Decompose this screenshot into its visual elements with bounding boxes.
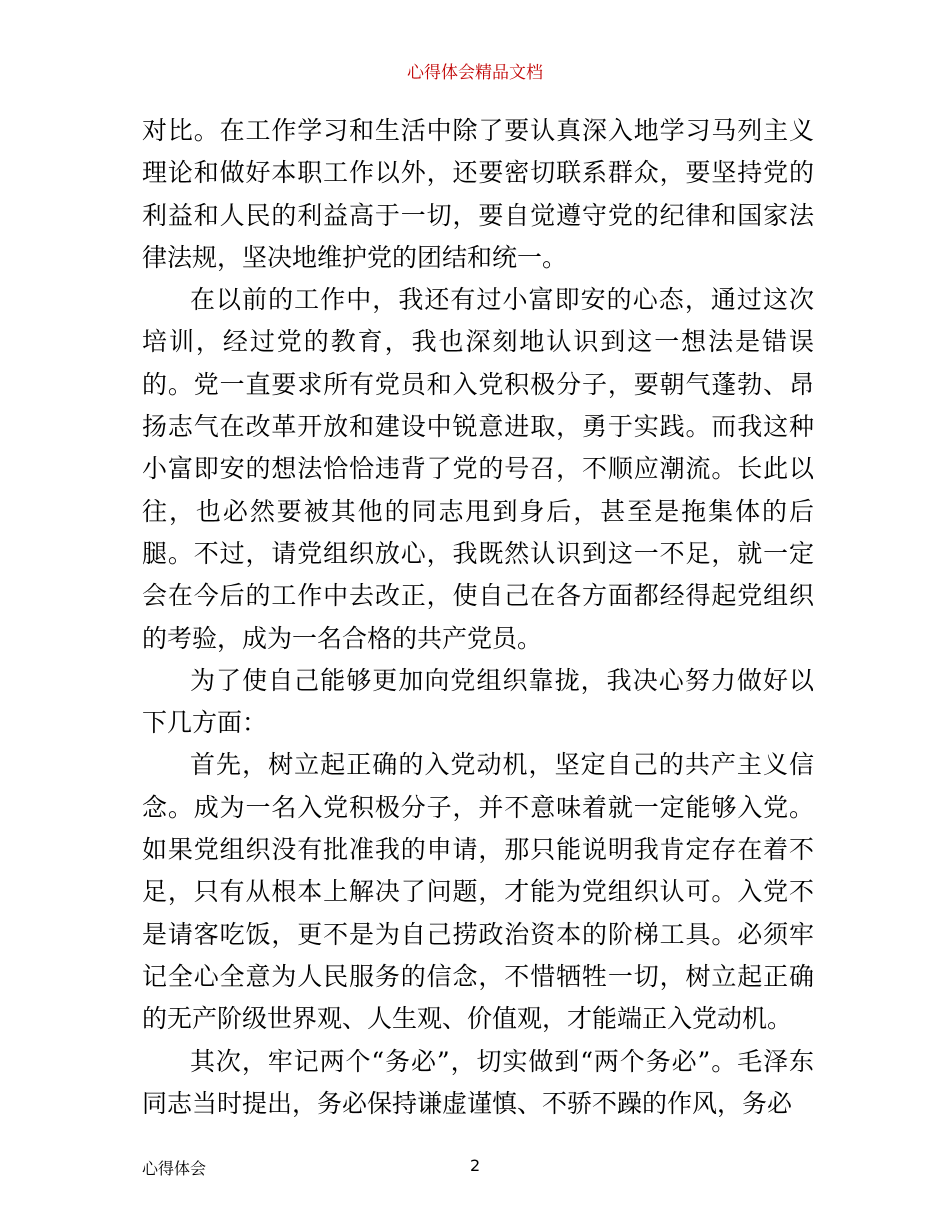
document-body	[142, 110, 814, 1125]
paragraph-1: 对比。在工作学习和生活中除了要认真深入地学习马列主义理论和做好本职工作以外，还要密切联系群众，要坚持党的利益和人民的利益高于一切，要自觉遵守党的纪律和国家法律法规，坚决地维护党的团结和统一。	[142, 116, 814, 272]
paragraph-5: 其次，牢记两个“务必”，切实做到“两个务必”。毛泽东同志当时提出，务必保持谦虚谨慎、不骄不躁的作风，务必	[142, 1046, 814, 1118]
page-number: 2	[470, 1156, 481, 1175]
page-header-title: 心得体会精品文档	[407, 63, 543, 83]
paragraph-4: 首先，树立起正确的入党动机，坚定自己的共产主义信念。成为一名入党积极分子，并不意味着就一定能够入党。如果党组织没有批准我的申请，那只能说明我肯定存在着不足，只有从根本上解决了问题，才能为党组织认可。入党不是请客吃饭，更不是为自己捞政治资本的阶梯工具。必须牢记全心全意为人民服务的信念，不惜牺牲一切，树立起正确的无产阶级世界观、人生观、价值观，才能端正入党动机。	[142, 750, 814, 1034]
paragraph-3: 为了使自己能够更加向党组织靠拢，我决心努力做好以下几方面：	[142, 665, 814, 738]
footer-label: 心得体会	[142, 1159, 207, 1178]
paragraph-2: 在以前的工作中，我还有过小富即安的心态，通过这次培训，经过党的教育，我也深刻地认识到这一想法是错误的。党一直要求所有党员和入党积极分子，要朝气蓬勃、昂扬志气在改革开放和建设中锐意进取，勇于实践。而我这种小富即安的想法恰恰违背了党的号召，不顺应潮流。长此以往，也必然要被其他的同志甩到身后，甚至是拖集体的后腿。不过，请党组织放心，我既然认识到这一不足，就一定会在今后的工作中去改正，使自己在各方面都经得起党组织的考验，成为一名合格的共产党员。	[142, 285, 814, 653]
